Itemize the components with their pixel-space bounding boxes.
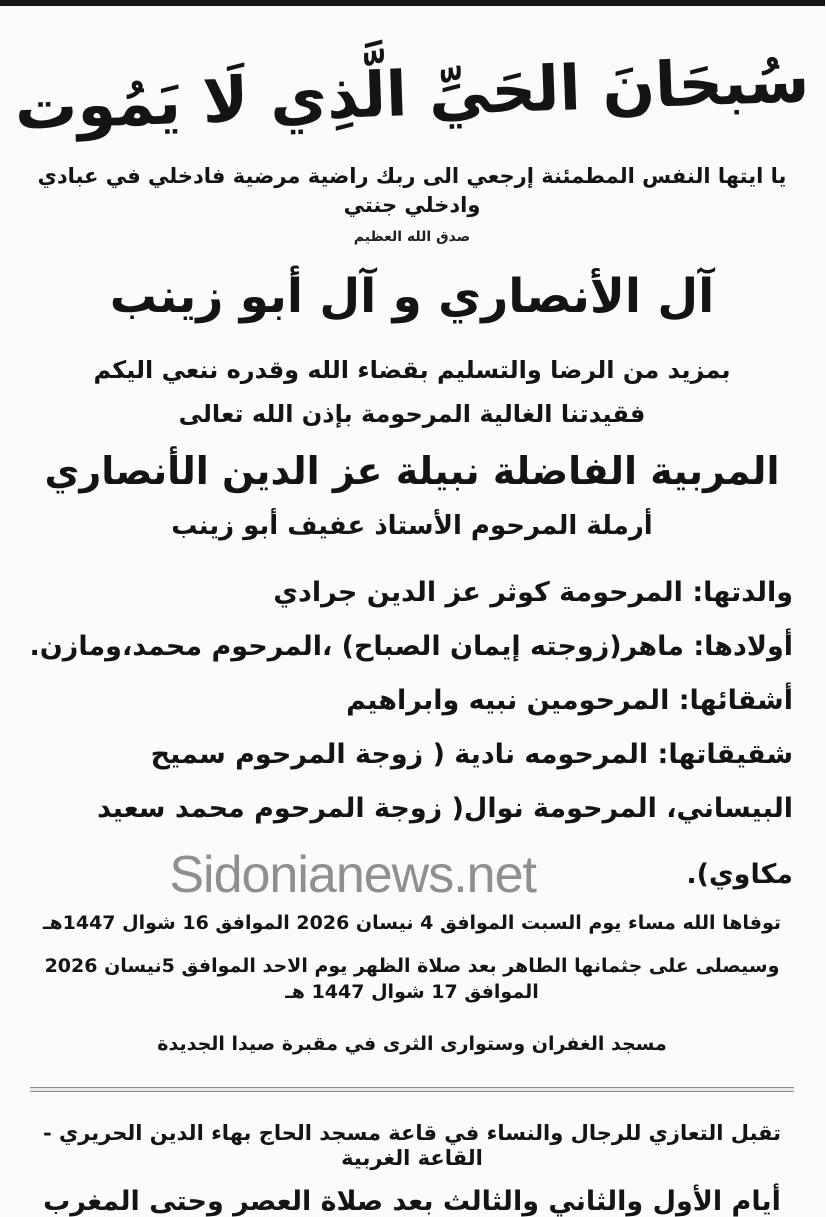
detail-line-last bbox=[20, 845, 794, 904]
announcement-intro bbox=[0, 348, 826, 434]
detail-line-sisters: شقيقاتها: المرحومه نادية ( زوجة المرحوم سميح bbox=[151, 738, 794, 770]
condolences-location-line: تقبل التعازي للرجال والنساء في قاعة مسجد الحاج بهاء الدين الحريري - القاعة الغربية bbox=[43, 1120, 783, 1171]
detail-line-brothers: أشقائها: المرحومين نبيه وابراهيم bbox=[347, 684, 794, 716]
top-border-bar bbox=[0, 0, 826, 6]
prayer-date-line: وسيصلى على جثمانها الطاهر بعد صلاة الظهر يوم الاحد الموافق 5نيسان 2026 الموافق 17 شوال 1447 هـ bbox=[45, 955, 781, 1004]
sidonianews-watermark: Sidonianews.net bbox=[170, 845, 537, 904]
intro-line-2: فقيدتنا الغالية المرحومة بإذن الله تعالى bbox=[179, 398, 647, 428]
detail-line-last-text: مكاوي). bbox=[687, 859, 794, 891]
family-names-title: آل الأنصاري و آل أبو زينب bbox=[110, 268, 716, 324]
obituary-document bbox=[0, 32, 826, 1217]
detail-line-mother: والدتها: المرحومة كوثر عز الدين جرادي bbox=[274, 576, 794, 608]
section-divider bbox=[31, 1087, 795, 1092]
deceased-title: أرملة المرحوم الأستاذ عفيف أبو زينب bbox=[172, 510, 654, 541]
death-date-line: توفاها الله مساء يوم السبت الموافق 4 نيسان 2026 الموافق 16 شوال 1447هـ bbox=[43, 911, 783, 934]
family-details-section bbox=[0, 576, 826, 904]
deceased-name: المربية الفاضلة نبيلة عز الدين الأنصاري bbox=[45, 448, 781, 493]
funeral-info-section bbox=[0, 911, 826, 1058]
detail-line-sisters-cont: البيساني، المرحومة نوال( زوجة المرحوم محمد سعيد bbox=[98, 792, 794, 824]
burial-place-line: مسجد الغفران وستوارى الثرى في مقبرة صيدا الجديدة bbox=[158, 1032, 668, 1055]
condolences-section bbox=[0, 1120, 826, 1217]
verse-attribution: صدق الله العظيم bbox=[354, 228, 472, 245]
quran-verse: يا ايتها النفس المطمئنة إرجعي الى ربك راضية مرضية فادخلي في عبادي وادخلي جنتي bbox=[38, 164, 788, 218]
condolences-times-line: أيام الأول والثاني والثالث بعد صلاة العصر وحتى المغرب bbox=[44, 1186, 782, 1217]
detail-line-children: أولادها: ماهر(زوجته إيمان الصباح) ،المرحوم محمد،ومازن. bbox=[30, 630, 794, 662]
intro-line-1: بمزيد من الرضا والتسليم بقضاء الله وقدره ننعي اليكم bbox=[94, 355, 732, 385]
calligraphy-header: سُبحَانَ الحَيِّ الَّذِي لَا يَمُوت bbox=[14, 42, 812, 144]
